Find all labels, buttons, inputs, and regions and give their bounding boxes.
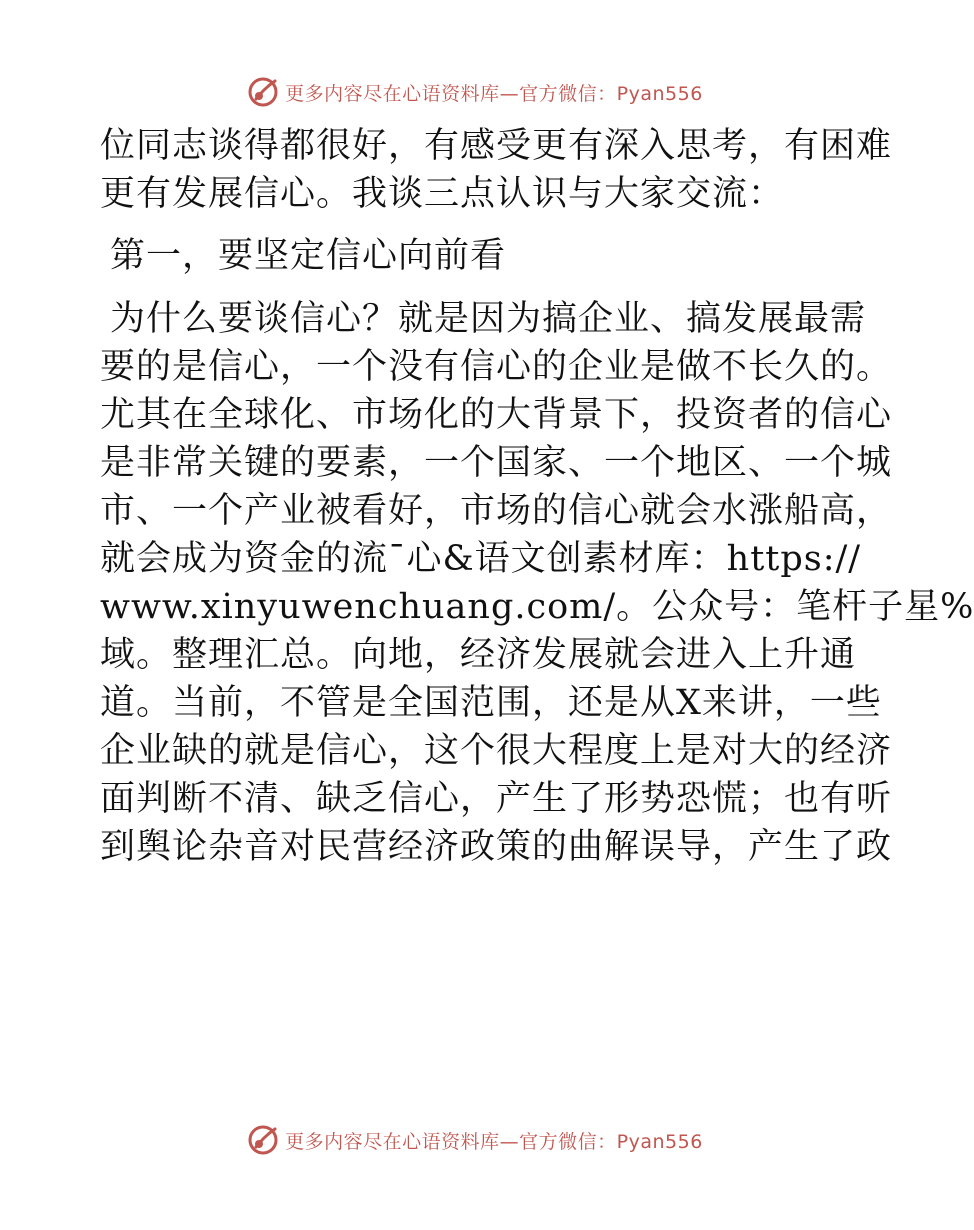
footer-banner <box>0 1120 950 1160</box>
text-line: 为什么要谈信心？就是因为搞企业、搞发展最需 <box>110 299 867 339</box>
text-line: 是非常关键的要素，一个国家、一个地区、一个城 <box>100 443 893 483</box>
document-body <box>100 122 974 871</box>
text-line: 面判断不清、缺乏信心，产生了形势恐慌；也有听 <box>100 779 893 819</box>
banner-text <box>285 1127 703 1154</box>
header-banner <box>0 72 950 112</box>
banner-text <box>285 79 703 106</box>
brush-logo-icon <box>247 75 281 109</box>
section-heading: 第一，要坚定信心向前看 <box>110 236 507 276</box>
text-line: 道。当前，不管是全国范围，还是从X来讲，一些 <box>100 683 882 723</box>
text-line: 尤其在全球化、市场化的大背景下，投资者的信心 <box>100 395 893 435</box>
text-line: 市、一个产业被看好，市场的信心就会水涨船高， <box>100 491 893 531</box>
brush-logo-icon <box>247 1123 281 1157</box>
banner-slogan: 更多内容尽在心语资料库—官方微信： <box>285 82 617 105</box>
text-line: 到舆论杂音对民营经济政策的曲解误导，产生了政 <box>100 827 893 867</box>
wechat-id: Pyan556 <box>616 82 703 105</box>
text-line: 更有发展信心。我谈三点认识与大家交流： <box>100 174 785 214</box>
text-line: 位同志谈得都很好，有感受更有深入思考，有困难 <box>100 126 893 166</box>
text-line: 企业缺的就是信心，这个很大程度上是对大的经济 <box>100 731 893 771</box>
text-line: 就会成为资金的流¯心&语文创素材库：https:// <box>100 539 862 579</box>
banner-slogan: 更多内容尽在心语资料库—官方微信： <box>285 1130 617 1153</box>
wechat-id: Pyan556 <box>616 1130 703 1153</box>
text-line: www.xinyuwenchuang.com/。公众号：笔杆子星% <box>100 587 974 627</box>
text-line: 要的是信心，一个没有信心的企业是做不长久的。 <box>100 347 893 387</box>
text-line: 域。整理汇总。向地，经济发展就会进入上升通 <box>100 635 857 675</box>
